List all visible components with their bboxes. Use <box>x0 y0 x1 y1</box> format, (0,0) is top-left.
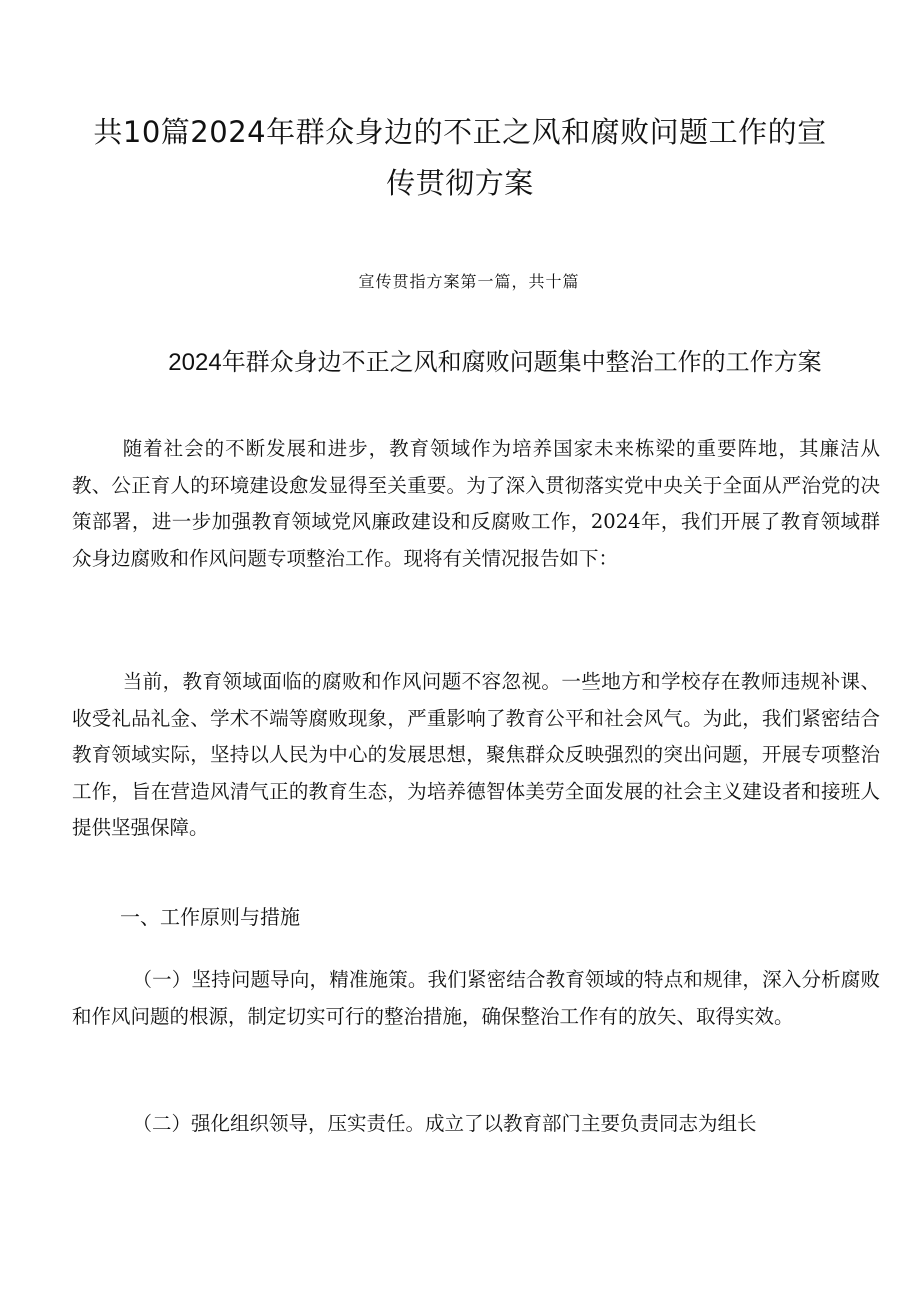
measure-item-1: （一）坚持问题导向，精准施策。我们紧密结合教育领域的特点和规律，深入分析腐败和作风问题的根源，制定切实可行的整治措施，确保整治工作有的放矢、取得实效。 <box>72 968 880 1028</box>
measure-item-2: （二）强化组织领导，压实责任。成立了以教育部门主要负责同志为组长 <box>132 1112 757 1135</box>
background-paragraph: 当前，教育领域面临的腐败和作风问题不容忽视。一些地方和学校存在教师违规补课、收受礼品礼金、学术不端等腐败现象，严重影响了教育公平和社会风气。为此，我们紧密结合教育领域实际，坚持以人民为中心的发展思想，聚焦群众反映强烈的突出问题，开展专项整治工作，旨在营造风清气正的教育生态，为培养德智体美劳全面发展的社会主义建设者和接班人提供坚强保障。 <box>72 670 880 839</box>
section-label: 宣传贯指方案第一篇，共十篇 <box>358 272 580 291</box>
section-heading: 一、工作原则与措施 <box>120 907 300 929</box>
document-title: 共10篇2024年群众身边的不正之风和腐败问题工作的宣传贯彻方案 <box>93 115 827 201</box>
intro-paragraph: 随着社会的不断发展和进步，教育领域作为培养国家未来栋梁的重要阵地，其廉洁从教、公正育人的环境建设愈发显得至关重要。为了深入贯彻落实党中央关于全面从严治党的决策部署，进一步加强教育领域党风廉政建设和反腐败工作，2024年，我们开展了教育领域群众身边腐败和作风问题专项整治工作。现将有关情况报告如下： <box>72 437 880 570</box>
document-heading: 2024年群众身边不正之风和腐败问题集中整治工作的工作方案 <box>168 348 822 376</box>
